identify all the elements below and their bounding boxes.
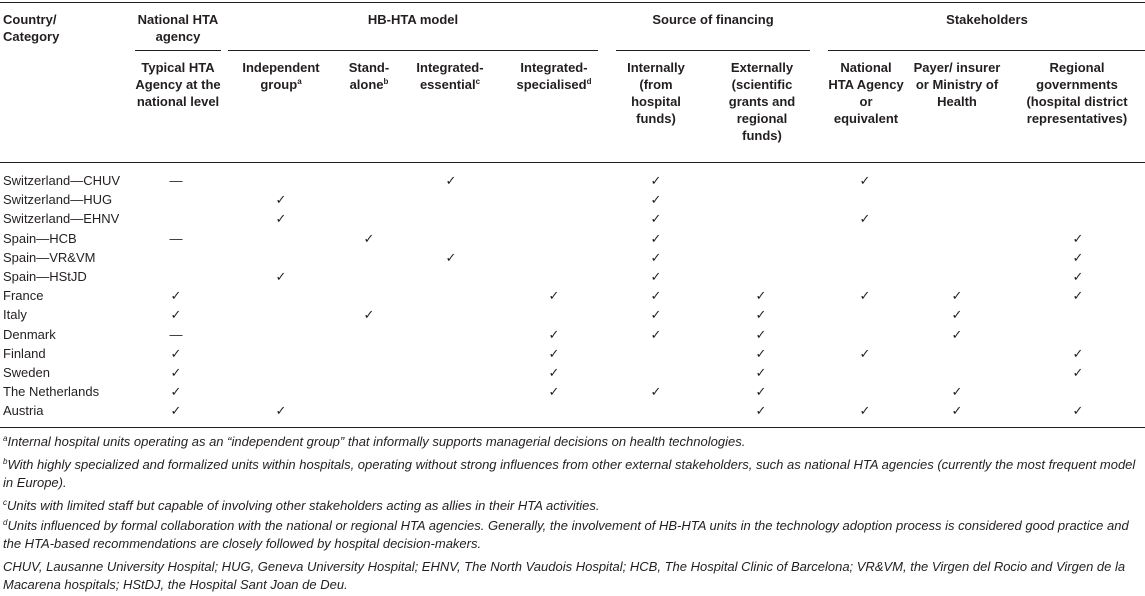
checkmark-icon: ✓ bbox=[859, 173, 871, 188]
row-country: Spain—HCB bbox=[3, 230, 77, 246]
row-country: France bbox=[3, 288, 44, 304]
checkmark-icon: ✓ bbox=[170, 403, 182, 419]
checkmark-icon: ✓ bbox=[650, 384, 662, 400]
checkmark-icon: ✓ bbox=[650, 192, 662, 208]
col-header-integrated-essential bbox=[405, 59, 495, 93]
checkmark-icon: ✓ bbox=[650, 230, 662, 246]
checkmark-icon: ✓ bbox=[951, 288, 963, 304]
col-header-integrated-specialised bbox=[506, 59, 602, 93]
row-country: Sweden bbox=[3, 365, 50, 380]
checkmark-icon: ✓ bbox=[859, 288, 871, 304]
checkmark-icon: ✓ bbox=[363, 230, 375, 246]
col-header-label: Integrated-essential bbox=[416, 60, 484, 92]
col-header-externally bbox=[718, 59, 806, 144]
table-row bbox=[0, 344, 1145, 363]
group-rule-hbhta bbox=[228, 50, 598, 51]
header-hbhta-model: HB-HTA model bbox=[367, 12, 459, 27]
col-header-stand-alone bbox=[341, 59, 397, 93]
col-header-footnote-mark: a bbox=[297, 77, 302, 86]
checkmark-icon: ✓ bbox=[755, 307, 767, 323]
checkmark-icon: ✓ bbox=[859, 345, 871, 361]
checkmark-icon: ✓ bbox=[170, 365, 182, 380]
checkmark-icon: ✓ bbox=[951, 326, 963, 342]
table-row bbox=[0, 171, 1145, 190]
checkmark-icon: ✓ bbox=[1072, 288, 1084, 304]
table-row bbox=[0, 382, 1145, 401]
checkmark-icon: ✓ bbox=[859, 403, 871, 419]
group-rule-national bbox=[135, 50, 221, 51]
table-row bbox=[0, 363, 1145, 382]
col-header-typical-hta-agency bbox=[135, 59, 221, 110]
row-country: Denmark bbox=[3, 326, 56, 342]
checkmark-icon: ✓ bbox=[755, 345, 767, 361]
table-row bbox=[0, 305, 1145, 324]
checkmark-icon: ✓ bbox=[170, 384, 182, 400]
checkmark-icon: ✓ bbox=[755, 326, 767, 342]
footnote-text: Units with limited staff but capable of involving other stakeholders acting as allies in their HTA activities. bbox=[7, 498, 600, 513]
header-source-of-financing: Source of financing bbox=[652, 12, 774, 27]
dash-cell: — bbox=[169, 173, 183, 188]
col-header-footnote-mark: d bbox=[586, 77, 592, 86]
footnote-d bbox=[3, 517, 1141, 553]
header-country-category: Country/ Category bbox=[3, 12, 60, 44]
footnote-mark: c bbox=[3, 498, 7, 507]
checkmark-icon: ✓ bbox=[445, 249, 457, 265]
checkmark-icon: ✓ bbox=[1072, 249, 1084, 265]
checkmark-icon: ✓ bbox=[1072, 345, 1084, 361]
checkmark-icon: ✓ bbox=[755, 365, 767, 380]
col-header-internally bbox=[617, 59, 695, 127]
checkmark-icon: ✓ bbox=[548, 326, 560, 342]
row-country: Italy bbox=[3, 307, 27, 323]
table-row bbox=[0, 229, 1145, 248]
checkmark-icon: ✓ bbox=[548, 384, 560, 400]
checkmark-icon: ✓ bbox=[548, 288, 560, 304]
col-header-label: Externally (scientific grants and regional funds) bbox=[728, 60, 796, 143]
row-country: The Netherlands bbox=[3, 384, 100, 400]
row-country: Spain—HStJD bbox=[3, 269, 87, 284]
footnote-mark: b bbox=[3, 457, 8, 466]
header-bottom-rule bbox=[0, 162, 1145, 163]
checkmark-icon: ✓ bbox=[275, 269, 287, 284]
checkmark-icon: ✓ bbox=[755, 288, 767, 304]
row-country: Spain—VR&VM bbox=[3, 249, 96, 265]
table-row bbox=[0, 209, 1145, 228]
checkmark-icon: ✓ bbox=[650, 326, 662, 342]
footnote-text: CHUV, Lausanne University Hospital; HUG, Geneva University Hospital; EHNV, The North Vaudois Hospital; HCB, The Hospital Clinic of Barcelona; VR&VM, the Virgen del Rocio and Virgen de la Macarena hospitals; HStDJ, the Hospital Sant Joan de Deu. bbox=[3, 559, 1126, 592]
checkmark-icon: ✓ bbox=[170, 288, 182, 304]
checkmark-icon: ✓ bbox=[1072, 269, 1084, 284]
checkmark-icon: ✓ bbox=[650, 269, 662, 284]
row-country: Switzerland—CHUV bbox=[3, 173, 121, 188]
footnote-text: With highly specialized and formalized units within hospitals, operating without strong influences from other external stakeholders, such as national HTA agencies (currently the most frequent model in Europe). bbox=[3, 457, 1136, 490]
group-rule-financing bbox=[616, 50, 810, 51]
dash-cell: — bbox=[169, 230, 183, 246]
checkmark-icon: ✓ bbox=[650, 288, 662, 304]
checkmark-icon: ✓ bbox=[951, 307, 963, 323]
checkmark-icon: ✓ bbox=[859, 211, 871, 227]
table-row bbox=[0, 267, 1145, 286]
dash-cell: — bbox=[169, 326, 183, 342]
table-row bbox=[0, 325, 1145, 344]
row-country: Finland bbox=[3, 345, 46, 361]
col-header-label: National HTA Agency or equivalent bbox=[828, 60, 904, 126]
checkmark-icon: ✓ bbox=[1072, 230, 1084, 246]
table-row bbox=[0, 190, 1145, 209]
col-header-national-hta-equivalent bbox=[826, 59, 906, 127]
row-country: Switzerland—HUG bbox=[3, 192, 113, 208]
header-stakeholders: Stakeholders bbox=[946, 12, 1028, 27]
col-header-label: Regional governments (hospital district representatives) bbox=[1026, 60, 1128, 126]
table-row bbox=[0, 248, 1145, 267]
col-header-payer-insurer bbox=[912, 59, 1002, 110]
footnote-mark: d bbox=[3, 518, 8, 527]
checkmark-icon: ✓ bbox=[650, 249, 662, 265]
checkmark-icon: ✓ bbox=[650, 173, 662, 188]
footnote-a bbox=[3, 433, 1141, 451]
row-country: Switzerland—EHNV bbox=[3, 211, 120, 227]
checkmark-icon: ✓ bbox=[363, 307, 375, 323]
abbreviations-note bbox=[3, 558, 1141, 594]
col-header-label: Integrated-specialised bbox=[516, 60, 588, 92]
checkmark-icon: ✓ bbox=[548, 365, 560, 380]
footnote-c bbox=[3, 497, 1141, 515]
group-rule-stakeholders bbox=[828, 50, 1145, 51]
col-header-regional-governments bbox=[1012, 59, 1142, 127]
checkmark-icon: ✓ bbox=[170, 345, 182, 361]
checkmark-icon: ✓ bbox=[755, 384, 767, 400]
col-header-independent-group bbox=[232, 59, 330, 93]
header-national-hta-agency: National HTA agency bbox=[137, 12, 219, 44]
col-header-footnote-mark: c bbox=[475, 77, 481, 86]
checkmark-icon: ✓ bbox=[755, 403, 767, 419]
checkmark-icon: ✓ bbox=[1072, 365, 1084, 380]
checkmark-icon: ✓ bbox=[650, 211, 662, 227]
checkmark-icon: ✓ bbox=[275, 192, 287, 208]
table-bottom-rule bbox=[0, 427, 1145, 428]
checkmark-icon: ✓ bbox=[951, 384, 963, 400]
col-header-label: Payer/ insurer or Ministry of Health bbox=[913, 60, 1001, 109]
row-country: Austria bbox=[3, 403, 44, 419]
footnote-b bbox=[3, 456, 1141, 492]
checkmark-icon: ✓ bbox=[275, 211, 287, 227]
checkmark-icon: ✓ bbox=[1072, 403, 1084, 419]
top-rule bbox=[0, 2, 1145, 3]
table-row bbox=[0, 401, 1145, 420]
col-header-footnote-mark: b bbox=[383, 77, 389, 86]
col-header-label: Internally (from hospital funds) bbox=[627, 60, 685, 126]
checkmark-icon: ✓ bbox=[951, 403, 963, 419]
checkmark-icon: ✓ bbox=[275, 403, 287, 419]
checkmark-icon: ✓ bbox=[170, 307, 182, 323]
table-row bbox=[0, 286, 1145, 305]
checkmark-icon: ✓ bbox=[548, 345, 560, 361]
col-header-label: Typical HTA Agency at the national level bbox=[135, 60, 221, 109]
checkmark-icon: ✓ bbox=[445, 173, 457, 188]
checkmark-icon: ✓ bbox=[650, 307, 662, 323]
footnote-text: Internal hospital units operating as an “independent group” that informally supports managerial decisions on health technologies. bbox=[7, 434, 746, 449]
footnote-text: Units influenced by formal collaboration with the national or regional HTA agencies. Generally, the involvement of HB-HTA units in the technology adoption process is considered good practice and the HTA-based recommendations are closely followed by hospital decision-makers. bbox=[3, 518, 1129, 551]
col-header-label: Stand-alone bbox=[348, 60, 390, 92]
footnote-mark: a bbox=[3, 434, 8, 443]
col-header-label: Independent group bbox=[242, 60, 320, 92]
